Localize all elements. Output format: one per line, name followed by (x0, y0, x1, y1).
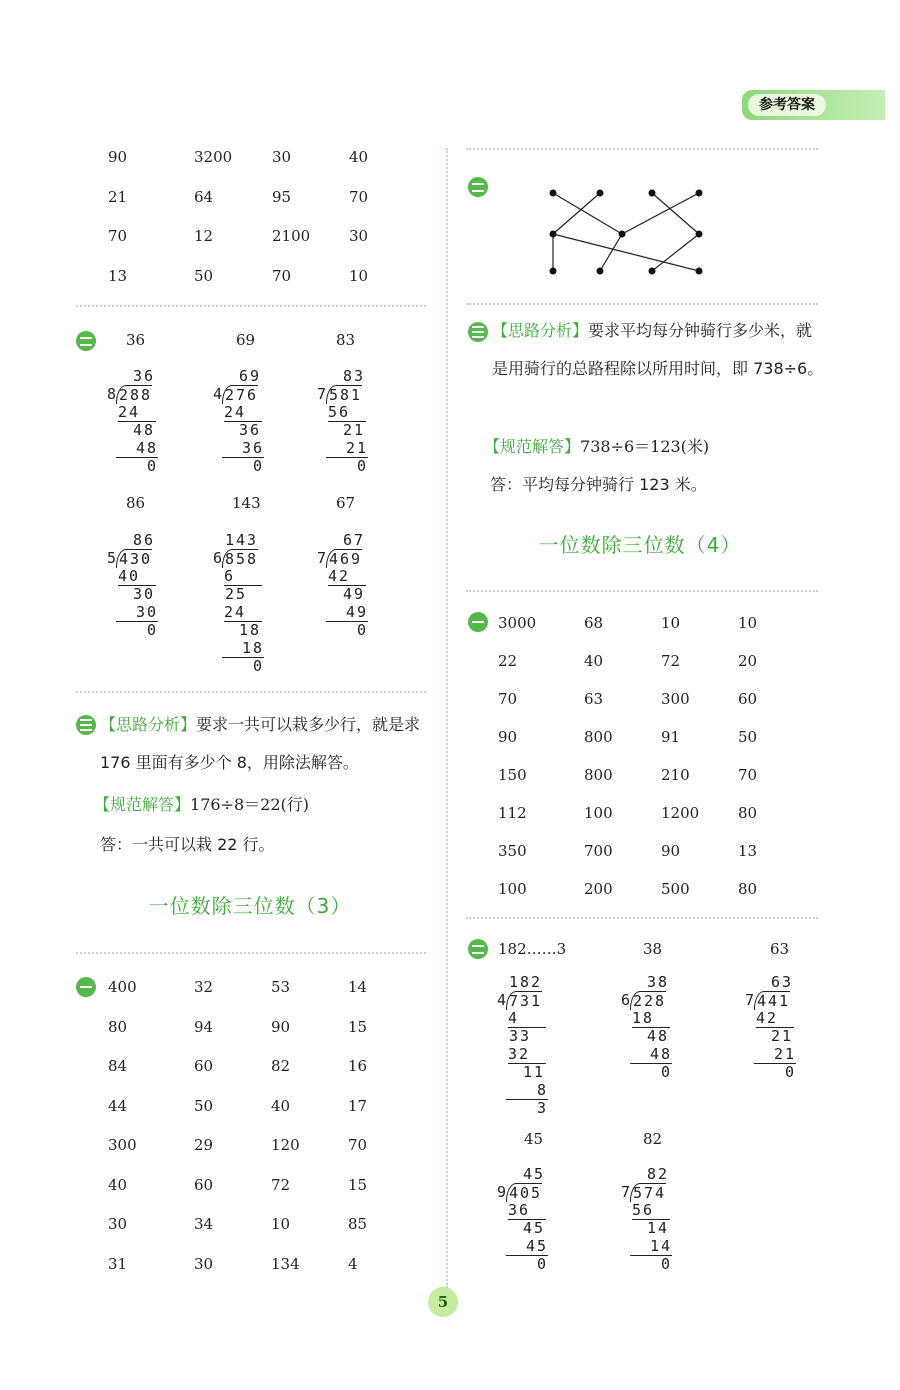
step: 30 (133, 585, 156, 603)
grid-cell: 91 (661, 728, 681, 746)
step: 14 (647, 1219, 670, 1237)
dividend: 469 (326, 549, 362, 568)
matching-line (553, 234, 699, 271)
section-divider (466, 917, 818, 919)
grid-cell: 63 (584, 690, 604, 708)
answer-tag: 【规范解答】 (484, 437, 581, 456)
matching-line (622, 193, 699, 234)
grid-cell: 14 (348, 978, 368, 996)
grid-cell: 72 (271, 1175, 291, 1194)
grid-cell: 80 (738, 804, 758, 822)
step: 56 (328, 403, 366, 422)
matching-dot (649, 190, 656, 197)
quotient: 82 (647, 1165, 670, 1183)
grid-cell: 80 (738, 880, 758, 898)
quotient: 38 (647, 973, 670, 991)
analysis-text: 要求平均每分钟骑行多少米，就是用骑行的总路程除以所用时间，即 738÷6。 (492, 321, 824, 378)
divisor: 6 (212, 549, 222, 567)
dividend: 858 (222, 549, 258, 568)
grid-cell: 200 (584, 880, 613, 898)
dividend: 731 (506, 991, 542, 1010)
quotient: 63 (771, 973, 794, 991)
section-title: 一位数除三位数（4） (538, 533, 742, 557)
step: 21 (754, 1045, 796, 1064)
grid-cell: 70 (348, 1136, 368, 1154)
analysis-text: 要求一共可以栽多少行，就是求 176 里面有多少个 8，用除法解答。 (100, 715, 421, 772)
grid-cell: 16 (348, 1057, 368, 1075)
grid-cell: 32 (194, 978, 214, 996)
section-three-badge-icon (76, 715, 96, 735)
step: 48 (647, 1027, 670, 1045)
dividend: 288 (116, 385, 152, 404)
section-divider (466, 148, 818, 150)
grid-cell: 80 (108, 1017, 128, 1036)
grid-cell: 10 (271, 1215, 291, 1233)
grid-cell: 70 (108, 227, 128, 245)
step: 56 (632, 1201, 670, 1220)
answer-value: 45 (524, 1130, 544, 1148)
grid-cell: 72 (661, 652, 681, 670)
dividend: 276 (222, 385, 258, 404)
quotient: 36 (133, 367, 156, 385)
left-problem-three (100, 706, 432, 782)
grid-cell: 120 (271, 1136, 300, 1154)
grid-cell: 2100 (272, 227, 311, 245)
grid-cell: 85 (348, 1215, 368, 1233)
grid-cell: 90 (271, 1017, 291, 1036)
answer-expression: 738÷6＝123(米) (580, 437, 710, 456)
matching-dot (550, 231, 557, 238)
grid-cell: 90 (498, 728, 518, 746)
step: 36 (508, 1201, 546, 1220)
grid-cell: 29 (194, 1136, 214, 1154)
dividend: 430 (116, 549, 152, 568)
page-number: 5 (428, 1287, 458, 1317)
section-divider (76, 691, 426, 693)
section-divider (76, 952, 426, 954)
step: 32 (508, 1045, 546, 1064)
grid-cell: 100 (498, 880, 527, 898)
grid-cell: 20 (738, 652, 758, 670)
section-divider (466, 590, 818, 592)
column-divider (446, 148, 448, 1288)
quotient: 45 (523, 1165, 546, 1183)
matching-dot (649, 268, 656, 275)
section-one-badge-icon (76, 977, 96, 997)
grid-cell: 300 (108, 1136, 137, 1154)
grid-cell: 15 (348, 1175, 368, 1194)
grid-cell: 500 (661, 880, 690, 898)
step: 30 (116, 603, 158, 622)
step: 0 (785, 1063, 797, 1081)
grid-cell: 84 (108, 1057, 128, 1075)
grid-cell: 800 (584, 728, 613, 746)
matching-line (652, 234, 699, 271)
grid-cell: 3000 (498, 614, 537, 632)
step: 24 (224, 603, 262, 622)
step: 36 (239, 421, 262, 439)
divisor: 5 (106, 549, 116, 567)
divisor: 4 (496, 991, 506, 1009)
grid-cell: 70 (498, 690, 518, 708)
grid-cell: 210 (661, 766, 690, 784)
step: 49 (343, 585, 366, 603)
grid-cell: 40 (108, 1175, 128, 1194)
conclusion-text: 答：一共可以栽 22 行。 (100, 835, 275, 854)
divisor: 9 (496, 1183, 506, 1201)
answer-key-label: 参考答案 (748, 94, 826, 116)
grid-cell: 60 (194, 1057, 214, 1075)
grid-cell: 13 (108, 266, 128, 285)
step: 6 (224, 567, 262, 586)
step: 8 (506, 1081, 548, 1100)
grid-cell: 10 (349, 266, 369, 285)
grid-cell: 40 (349, 148, 369, 166)
dividend: 228 (630, 991, 666, 1010)
grid-cell: 10 (738, 614, 758, 632)
step: 0 (147, 457, 159, 475)
grid-cell: 1200 (661, 804, 700, 822)
matching-line (553, 193, 622, 234)
grid-cell: 70 (272, 266, 292, 285)
divisor: 7 (620, 1183, 630, 1201)
step: 0 (253, 457, 265, 475)
grid-cell: 4 (348, 1254, 358, 1273)
quotient: 182 (509, 973, 543, 991)
matching-line (652, 193, 699, 234)
section-two-badge-icon (468, 939, 488, 959)
step: 18 (632, 1009, 670, 1028)
grid-cell: 44 (108, 1096, 128, 1115)
left-answer-line (94, 786, 434, 824)
section-three-badge-icon (468, 322, 488, 342)
grid-cell: 34 (194, 1215, 214, 1233)
right-conclusion (490, 466, 822, 504)
step: 0 (537, 1255, 549, 1273)
step: 0 (147, 621, 159, 639)
dividend: 581 (326, 385, 362, 404)
step: 18 (239, 621, 262, 639)
matching-diagram (0, 0, 900, 300)
grid-cell: 112 (498, 804, 527, 822)
step: 24 (224, 403, 262, 422)
grid-cell: 15 (348, 1017, 368, 1036)
grid-cell: 94 (194, 1017, 214, 1036)
grid-cell: 90 (661, 842, 681, 860)
matching-line (600, 234, 622, 271)
section-two-badge-icon (76, 331, 96, 351)
answer-expression: 176÷8＝22(行) (190, 795, 309, 814)
matching-dot (597, 268, 604, 275)
grid-cell: 30 (194, 1254, 214, 1273)
quotient: 86 (133, 531, 156, 549)
answer-value: 38 (643, 940, 663, 958)
grid-cell: 68 (584, 614, 604, 632)
grid-cell: 800 (584, 766, 613, 784)
divisor: 4 (212, 385, 222, 403)
answer-value: 83 (336, 331, 356, 349)
grid-cell: 40 (271, 1096, 291, 1115)
grid-cell: 60 (738, 690, 758, 708)
grid-cell: 90 (108, 148, 128, 166)
grid-cell: 700 (584, 842, 613, 860)
step: 3 (537, 1099, 549, 1117)
grid-cell: 300 (661, 690, 690, 708)
step: 48 (116, 439, 158, 458)
grid-cell: 100 (584, 804, 613, 822)
grid-cell: 70 (349, 187, 369, 206)
step: 4 (508, 1009, 546, 1028)
step: 45 (506, 1237, 548, 1256)
analysis-tag: 【思路分析】 (492, 321, 589, 340)
step: 21 (343, 421, 366, 439)
grid-cell: 50 (194, 266, 214, 285)
answer-tag: 【规范解答】 (94, 795, 191, 814)
divisor: 7 (744, 991, 754, 1009)
grid-cell: 95 (272, 187, 292, 206)
answer-value: 82 (643, 1130, 663, 1148)
grid-cell: 13 (738, 842, 758, 860)
matching-line (553, 193, 600, 234)
quotient: 143 (225, 531, 259, 549)
step: 36 (222, 439, 264, 458)
step: 45 (523, 1219, 546, 1237)
section-one-badge-icon (468, 612, 488, 632)
divisor: 7 (316, 549, 326, 567)
step: 0 (661, 1063, 673, 1081)
grid-cell: 31 (108, 1254, 128, 1273)
grid-cell: 350 (498, 842, 527, 860)
conclusion-text: 答：平均每分钟骑行 123 米。 (490, 475, 707, 494)
grid-cell: 40 (584, 652, 604, 670)
step: 49 (326, 603, 368, 622)
dividend: 574 (630, 1183, 666, 1202)
grid-cell: 30 (108, 1215, 128, 1233)
section-title: 一位数除三位数（3） (148, 894, 352, 918)
section-two-badge-icon (468, 177, 488, 197)
answer-value: 36 (126, 331, 146, 349)
grid-cell: 53 (271, 978, 291, 996)
right-answer-line (484, 428, 824, 466)
matching-dot (619, 231, 626, 238)
section-divider (466, 303, 818, 305)
left-conclusion (100, 826, 432, 864)
step: 21 (326, 439, 368, 458)
right-problem-three (492, 312, 824, 388)
analysis-tag: 【思路分析】 (100, 715, 197, 734)
step: 0 (253, 657, 265, 675)
grid-cell: 22 (498, 652, 518, 670)
divisor: 7 (316, 385, 326, 403)
grid-cell: 64 (194, 187, 214, 206)
grid-cell: 50 (194, 1096, 214, 1115)
step: 25 (225, 585, 248, 603)
step: 48 (133, 421, 156, 439)
dividend: 405 (506, 1183, 542, 1202)
grid-cell: 3200 (194, 148, 233, 166)
quotient: 67 (343, 531, 366, 549)
grid-cell: 12 (194, 227, 214, 245)
divisor: 6 (620, 991, 630, 1009)
answer-value: 86 (126, 494, 146, 512)
step: 0 (357, 621, 369, 639)
step: 11 (523, 1063, 546, 1081)
step: 18 (222, 639, 264, 658)
step: 21 (771, 1027, 794, 1045)
step: 48 (630, 1045, 672, 1064)
quotient: 83 (343, 367, 366, 385)
grid-cell: 82 (271, 1057, 291, 1075)
grid-cell: 30 (349, 227, 369, 245)
step: 40 (118, 567, 156, 586)
answer-value: 67 (336, 494, 356, 512)
grid-cell: 50 (738, 728, 758, 746)
matching-dot (696, 268, 703, 275)
grid-cell: 21 (108, 187, 128, 206)
answer-value: 63 (770, 940, 790, 958)
answer-key-tab (742, 90, 885, 120)
answer-value: 69 (236, 331, 256, 349)
grid-cell: 10 (661, 614, 681, 632)
grid-cell: 60 (194, 1175, 214, 1194)
matching-dot (696, 231, 703, 238)
divisor: 8 (106, 385, 116, 403)
quotient: 69 (239, 367, 262, 385)
grid-cell: 400 (108, 978, 137, 996)
matching-dot (597, 190, 604, 197)
answer-value: 143 (232, 494, 261, 512)
matching-dot (696, 190, 703, 197)
section-divider (76, 305, 426, 307)
step: 14 (630, 1237, 672, 1256)
step: 0 (357, 457, 369, 475)
matching-dot (550, 190, 557, 197)
step: 42 (328, 567, 366, 586)
dividend: 441 (754, 991, 790, 1010)
step: 42 (756, 1009, 794, 1028)
step: 0 (661, 1255, 673, 1273)
matching-dot (550, 268, 557, 275)
grid-cell: 17 (348, 1096, 368, 1115)
answer-value: 182……3 (498, 940, 567, 958)
step: 24 (118, 403, 156, 422)
step: 33 (509, 1027, 532, 1045)
grid-cell: 70 (738, 766, 758, 784)
grid-cell: 150 (498, 766, 527, 784)
grid-cell: 30 (272, 148, 292, 166)
grid-cell: 134 (271, 1254, 300, 1273)
